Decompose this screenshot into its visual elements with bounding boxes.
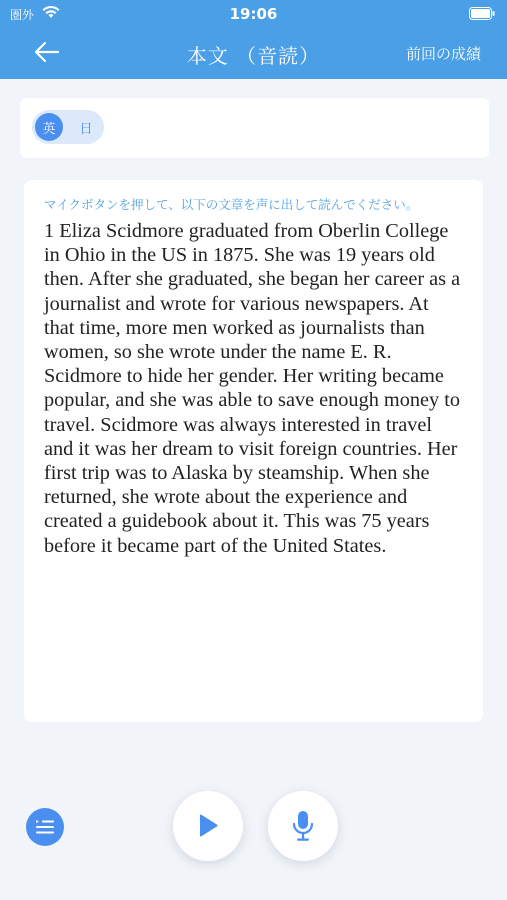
microphone-icon [291, 810, 315, 842]
status-time: 19:06 [229, 5, 278, 23]
english-option[interactable]: 英 [35, 113, 63, 141]
language-toggle[interactable] [32, 110, 104, 144]
microphone-button[interactable] [268, 791, 338, 861]
page-title: 本文 （音読） [186, 44, 321, 68]
back-button[interactable] [30, 36, 64, 68]
passage-text: 1 Eliza Scidmore graduated from Oberlin College in Ohio in the US in 1875. She was 19 years old then. After she graduated, she began her career as a journalist and wrote for various newspapers. At that time, more men worked as journalists than women, so she wrote under the name E. R. Scidmore to hide her gender. Her writing became popular, and she was able to save enough money to travel. Scidmore was always interested in travel and it was her dream to visit foreign countries. Her first trip was to Alaska by steamship. When she returned, she wrote about the experience and created a guidebook about it. This was 75 years before it became part of the United States. [44, 220, 461, 557]
passage-card [24, 180, 483, 722]
back-arrow-icon [34, 41, 60, 63]
list-button[interactable] [26, 808, 64, 846]
app-header [0, 0, 507, 79]
status-bar [0, 0, 507, 28]
previous-results-link[interactable]: 前回の成績 [405, 45, 481, 63]
carrier-label: 圏外 [10, 8, 35, 22]
play-icon [197, 813, 219, 839]
language-toggle-card [20, 98, 489, 158]
instruction-text: マイクボタンを押して、以下の文章を声に出して読んでください。 [44, 197, 419, 212]
list-icon [34, 818, 56, 836]
battery-icon [469, 7, 495, 23]
play-button[interactable] [173, 791, 243, 861]
japanese-option[interactable]: 日 [79, 121, 93, 137]
